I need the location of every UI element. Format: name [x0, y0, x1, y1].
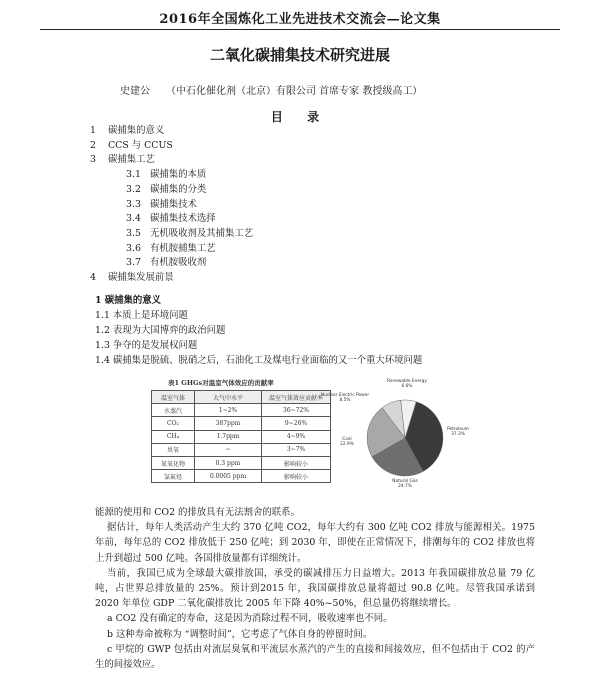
table-of-contents	[90, 124, 253, 286]
ghg-table	[151, 390, 331, 483]
paper-title: 二氧化碳捕集技术研究进展	[209, 46, 390, 64]
table-header-row	[152, 391, 331, 404]
paragraph: 当前，我国已成为全球最大碳排放国，承受的碳减排压力日益增大。2013 年我国碳排放总量 79 亿吨，占世界总排放量的 25%。预计到2015 年，我国碳排放总量将超过 90.8 亿吨。尽管我国承诺到 2020 年单位 GDP 二氧化碳排放比 2005 年下降 40%~50%，但总量仍将继续增长。	[95, 567, 535, 610]
pie-value-label: 22.9%	[340, 442, 354, 447]
toc-item: 3.7 有机胺吸收剂	[126, 257, 207, 269]
note-b: b 这种寿命被称为 “调整时间”，它考虑了气体自身的停留时间。	[107, 628, 373, 640]
table-header-cell: 温室气体效应贡献率	[262, 391, 331, 404]
body-text	[95, 505, 535, 672]
toc-heading: 目 录	[270, 110, 330, 124]
table-row: CO₂ 387ppm 9~26%	[152, 417, 331, 430]
table-row: 水蒸汽 1~2% 36~72%	[152, 404, 331, 417]
author-line	[120, 82, 422, 97]
toc-item: 3.2 碳捕集的分类	[126, 183, 207, 195]
toc-item: 3 碳捕集工艺	[90, 154, 155, 166]
subsection-item: 1.4 碳捕集是脱硫、脱硝之后，石油化工及煤电行业面临的又一个重大环境问题	[95, 355, 423, 366]
toc-item: 3.3 碳捕集技术	[126, 198, 197, 210]
pie-label: Renewable Energy	[387, 379, 427, 384]
table-row: 氯氟烃 0.0005 ppm 影响较小	[152, 470, 331, 483]
table-row: 氮氧化物 0.3 ppm 影响较小	[152, 456, 331, 469]
pie-label: Coal	[342, 437, 352, 442]
header-rule	[40, 29, 560, 30]
page-header: 2016年全国炼化工业先进技术交流会—论文集	[159, 12, 441, 27]
subsection-item: 1.2 表现为大国博弈的政治问题	[95, 325, 226, 336]
table-row: 臭氧 ~ 3~7%	[152, 443, 331, 456]
table-header-cell: 温室气体	[152, 391, 195, 404]
section-1	[95, 293, 422, 368]
toc-item: 3.4 碳捕集技术选择	[126, 213, 216, 225]
pie-label: Natural Gas	[392, 479, 418, 484]
toc-item: 4 碳捕集发展前景	[90, 272, 174, 284]
pie-value-label: 6.6%	[401, 384, 413, 389]
table-row: CH₄ 1.7ppm 4~9%	[152, 430, 331, 443]
table-caption: 表1 GHGs对温室气体效应的贡献率	[168, 379, 274, 387]
pie-value-label: 37.3%	[451, 432, 465, 437]
author-affiliation: （中石化催化剂（北京）有限公司 首席专家 教授级高工）	[166, 86, 423, 97]
table-header-cell: 大气中水平	[195, 391, 262, 404]
toc-item: 3.1 碳捕集的本质	[126, 169, 207, 181]
toc-item: 1 碳捕集的意义	[90, 125, 165, 136]
pie-label: Petroleum	[447, 427, 469, 432]
toc-item: 3.6 有机胺捕集工艺	[126, 242, 216, 254]
pie-label: Nuclear Electric Power	[320, 393, 370, 398]
note-c: c 甲烷的 GWP 包括由对流层臭氧和平流层水蒸汽的产生的直接和间接效应，但不包括由于 CO2 的产生的间接效应。	[95, 643, 535, 671]
note-a: a CO2 没有确定的寿命，这是因为消除过程不同，吸收速率也不同。	[107, 613, 393, 625]
pie-value-label: 8.5%	[339, 398, 351, 403]
paragraph: 据估计，每年人类活动产生大约 370 亿吨 CO2，每年大约有 300 亿吨 CO2 排放与能源相关。1975 年前，每年总的 CO2 排放低于 250 亿吨；到 2030 年，即使在正常情况下，排潮每年的 CO2 排放也将上升到超过 500 亿吨。各国排放量都有详细统计。	[95, 522, 535, 564]
energy-pie-chart	[320, 376, 470, 489]
subsection-item: 1.1 本质上是环境问题	[95, 310, 188, 321]
toc-item: 2 CCS 与 CCUS	[90, 139, 173, 151]
toc-item: 3.5 无机吸收剂及其捕集工艺	[126, 227, 254, 239]
author-name: 史建公	[120, 86, 150, 97]
pie-value-label: 24.7%	[398, 484, 412, 489]
subsection-item: 1.3 争夺的是发展权问题	[95, 340, 198, 351]
paragraph: 能源的使用和 CO2 的排放具有无法割舍的联系。	[95, 507, 300, 518]
section-heading: 1 碳捕集的意义	[95, 295, 162, 306]
